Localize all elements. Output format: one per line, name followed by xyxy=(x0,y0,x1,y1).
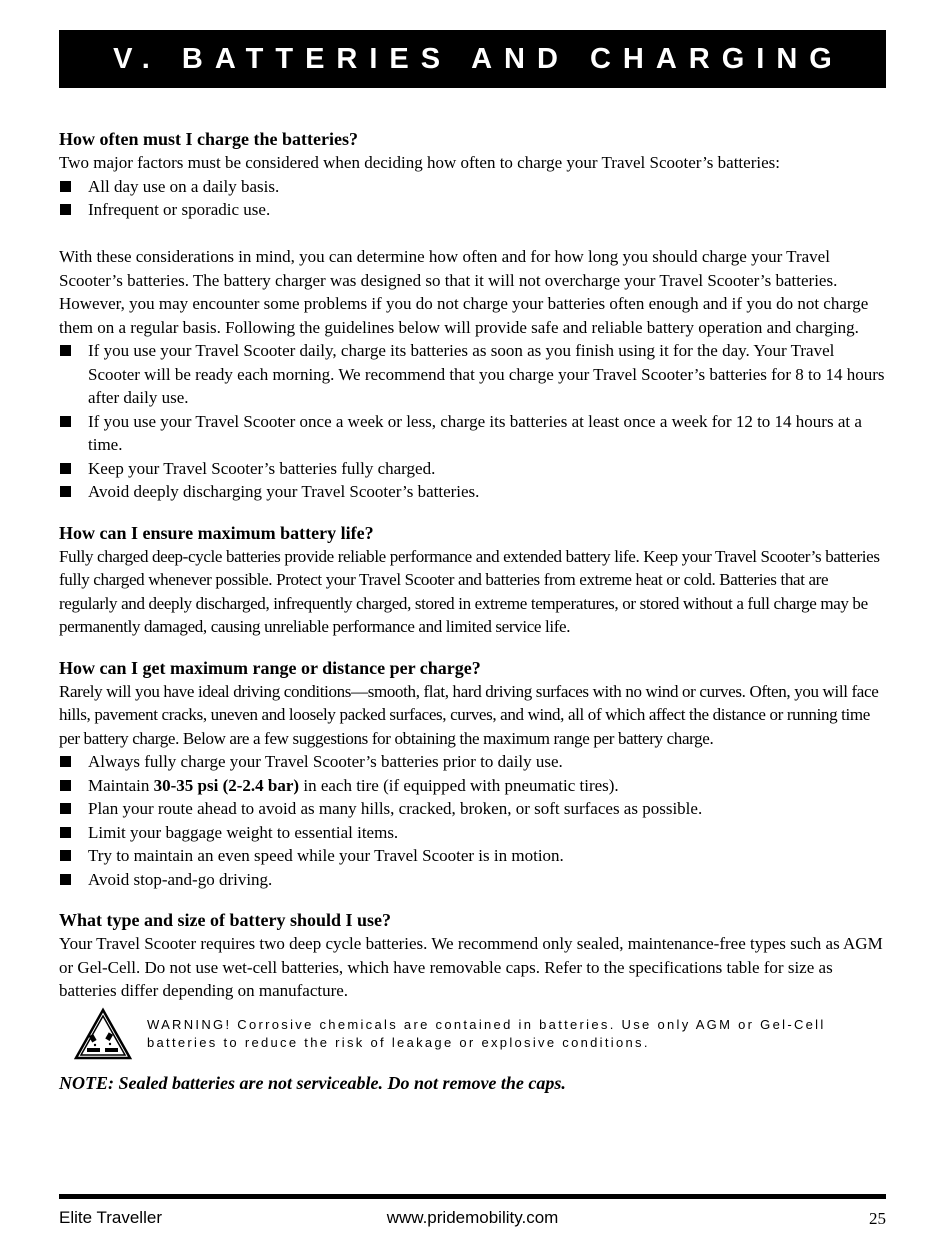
section-charge-frequency xyxy=(59,127,886,504)
page-number: 25 xyxy=(869,1209,886,1228)
list-item: All day use on a daily basis. xyxy=(59,175,886,199)
list-item xyxy=(59,774,886,798)
section-paragraph: With these considerations in mind, you can determine how often and for how long you should charge your Travel Scooter’s batteries. The battery charger was designed so that it will not overcharge your Travel Scooter’s batteries. However, you may encounter some problems if you do not charge your batteries often enough and if you do not charge them on a regular basis. Following the guidelines below will provide safe and reliable battery operation and charging. xyxy=(59,247,869,337)
corrosive-warning-icon xyxy=(73,1007,133,1061)
list-item: Avoid stop-and-go driving. xyxy=(59,868,886,892)
section-battery-type xyxy=(59,908,886,1003)
chapter-banner xyxy=(59,30,886,88)
list-item: Plan your route ahead to avoid as many hills, cracked, broken, or soft surfaces as possible. xyxy=(59,797,886,821)
section-max-range xyxy=(59,656,886,892)
paragraph-gap xyxy=(59,222,886,246)
chapter-title: V. BATTERIES AND CHARGING xyxy=(113,42,844,75)
section-battery-life xyxy=(59,521,886,639)
section-paragraph: Rarely will you have ideal driving conditions—smooth, flat, hard driving surfaces with no wind or curves. Often, you will face hills, pavement cracks, uneven and loosely packed surfaces, curves, and wind, all of which affect the distance or running time per battery charge. Below are a few suggestions for obtaining the maximum range per battery charge. xyxy=(59,681,879,748)
bullet-square-icon xyxy=(60,874,71,885)
bullet-square-icon xyxy=(60,416,71,427)
bullet-square-icon xyxy=(60,756,71,767)
bullet-square-icon xyxy=(60,850,71,861)
bullet-square-icon xyxy=(60,345,71,356)
bullet-square-icon xyxy=(60,827,71,838)
tire-text-pre: Maintain xyxy=(88,775,150,795)
list-item: Try to maintain an even speed while your Travel Scooter is in motion. xyxy=(59,844,886,868)
bullet-square-icon xyxy=(60,486,71,497)
bullet-square-icon xyxy=(60,181,71,192)
list-item: Always fully charge your Travel Scooter’s batteries prior to daily use. xyxy=(59,750,886,774)
tire-text-post: in each tire (if equipped with pneumatic tires). xyxy=(303,775,619,795)
list-item: Keep your Travel Scooter’s batteries fully charged. xyxy=(59,457,886,481)
bullet-square-icon xyxy=(60,463,71,474)
list-item: If you use your Travel Scooter once a week or less, charge its batteries at least once a week for 12 to 14 hours at a time. xyxy=(59,410,886,457)
section-intro: Two major factors must be considered when deciding how often to charge your Travel Scooter’s batteries: xyxy=(59,153,780,172)
tire-pressure-value: 30-35 psi (2-2.4 bar) xyxy=(153,775,300,795)
bullet-square-icon xyxy=(60,803,71,814)
section-paragraph: Your Travel Scooter requires two deep cycle batteries. We recommend only sealed, maintenance-free types such as AGM or Gel-Cell. Do not use wet-cell batteries, which have removable caps. Refer to the specifications table for size as batteries differ depending on manufacture. xyxy=(59,934,883,1000)
section-paragraph: Fully charged deep-cycle batteries provide reliable performance and extended battery life. Keep your Travel Scooter’s batteries fully charged whenever possible. Protect your Travel Scooter and batteries from extreme heat or cold. Batteries that are regularly and deeply discharged, infrequently charged, stored in extreme temperatures, or stored without a full charge may be permanently damaged, causing unreliable performance and limited service life. xyxy=(59,546,880,636)
footer-rule xyxy=(59,1194,886,1199)
section-heading: How often must I charge the batteries? xyxy=(59,129,358,149)
section-heading: What type and size of battery should I use? xyxy=(59,910,392,930)
list-item: If you use your Travel Scooter daily, charge its batteries as soon as you finish using it for the day. Your Travel Scooter will be ready each morning. We recommend that you charge your Travel Scooter’s batteries for 8 to 14 hours after daily use. xyxy=(59,339,886,410)
bullet-square-icon xyxy=(60,204,71,215)
page-footer xyxy=(59,1207,886,1233)
warning-box xyxy=(59,1007,886,1061)
bullet-list xyxy=(59,750,886,891)
note-text: NOTE: Sealed batteries are not serviceable. Do not remove the caps. xyxy=(59,1072,566,1093)
section-heading: How can I get maximum range or distance per charge? xyxy=(59,657,481,678)
list-item: Infrequent or sporadic use. xyxy=(59,198,886,222)
bullet-square-icon xyxy=(60,780,71,791)
warning-text: WARNING! Corrosive chemicals are contained in batteries. Use only AGM or Gel-Cell batteries to reduce the risk of leakage or explosive conditions. xyxy=(147,1016,826,1050)
bullet-list xyxy=(59,339,886,504)
page-content xyxy=(59,127,886,1095)
footer-product-name: Elite Traveller xyxy=(59,1208,162,1227)
section-heading: How can I ensure maximum battery life? xyxy=(59,522,374,543)
list-item: Avoid deeply discharging your Travel Scooter’s batteries. xyxy=(59,480,886,504)
list-item: Limit your baggage weight to essential items. xyxy=(59,821,886,845)
bullet-list xyxy=(59,175,886,222)
footer-website-link[interactable]: www.pridemobility.com xyxy=(386,1208,559,1227)
